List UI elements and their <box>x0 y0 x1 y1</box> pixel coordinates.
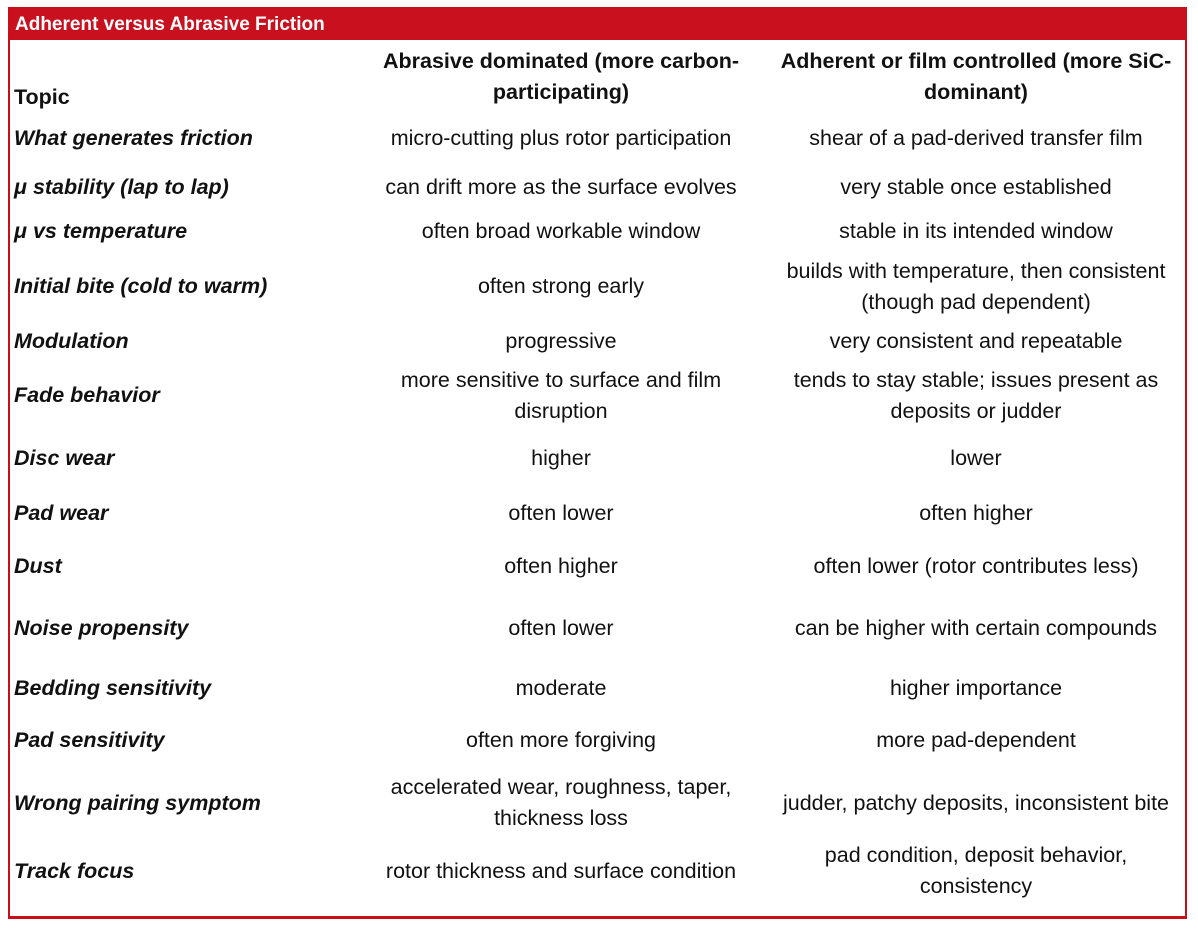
row-adherent-value: often lower (rotor contributes less) <box>813 554 1139 578</box>
row-abrasive-value: often lower <box>508 615 614 640</box>
row-adherent-value: very consistent and repeatable <box>829 328 1123 353</box>
row-topic: Bedding sensitivity <box>14 675 212 700</box>
table-row <box>10 211 1185 251</box>
row-topic: μ vs temperature <box>14 218 188 243</box>
row-adherent-value: judder, patchy deposits, inconsistent bite <box>782 790 1170 815</box>
row-adherent-value: lower <box>950 446 1002 470</box>
row-adherent-value: higher importance <box>889 675 1063 700</box>
row-topic: Modulation <box>14 328 129 353</box>
table-row <box>10 163 1185 211</box>
table-row <box>10 768 1185 838</box>
row-adherent-value: stable in its intended window <box>839 218 1113 243</box>
row-adherent-value: can be higher with certain compounds <box>794 615 1158 640</box>
row-topic: Track focus <box>14 858 135 883</box>
table-row <box>10 251 1185 322</box>
row-abrasive-value: progressive <box>505 328 617 353</box>
row-abrasive-value: accelerated wear, roughness, taper, thickness loss <box>390 775 732 830</box>
row-adherent-value: tends to stay stable; issues present as deposits or judder <box>793 367 1159 423</box>
table-row <box>10 486 1185 540</box>
table-row <box>10 713 1185 768</box>
table-row <box>10 322 1185 360</box>
row-abrasive-value: often strong early <box>477 274 645 298</box>
header-adherent: Adherent or film controlled (more SiC-dominant) <box>780 48 1172 104</box>
row-topic: Dust <box>14 554 62 578</box>
table-row <box>10 663 1185 713</box>
comparison-table <box>10 40 1185 904</box>
row-abrasive-value: often broad workable window <box>421 218 701 243</box>
row-abrasive-value: often more forgiving <box>465 728 656 752</box>
table-title: Adherent versus Abrasive Friction <box>10 9 1185 40</box>
row-topic: Wrong pairing symptom <box>14 790 261 815</box>
row-abrasive-value: rotor thickness and surface condition <box>385 858 737 883</box>
row-abrasive-value: can drift more as the surface evolves <box>385 174 737 199</box>
row-abrasive-value: often lower <box>508 500 614 525</box>
table-row <box>10 838 1185 904</box>
row-topic: Noise propensity <box>14 615 189 640</box>
comparison-table-frame <box>8 7 1187 919</box>
row-topic: Initial bite (cold to warm) <box>14 274 268 298</box>
header-row <box>10 40 1185 113</box>
row-topic: μ stability (lap to lap) <box>14 174 229 199</box>
table-row <box>10 113 1185 163</box>
header-abrasive: Abrasive dominated (more carbon-participating) <box>382 48 740 104</box>
row-adherent-value: often higher <box>919 500 1033 525</box>
row-topic: Fade behavior <box>14 383 160 407</box>
table-row <box>10 540 1185 593</box>
table-row <box>10 593 1185 663</box>
row-topic: Disc wear <box>14 446 115 470</box>
row-adherent-value: very stable once established <box>840 174 1112 199</box>
table-row <box>10 360 1185 431</box>
row-adherent-value: more pad-dependent <box>876 728 1076 752</box>
header-topic: Topic <box>14 85 70 109</box>
row-adherent-value: shear of a pad-derived transfer film <box>809 125 1143 150</box>
row-abrasive-value: more sensitive to surface and film disruption <box>400 367 722 423</box>
row-topic: What generates friction <box>14 125 253 150</box>
row-adherent-value: builds with temperature, then consistent (though pad dependent) <box>786 258 1166 314</box>
row-topic: Pad sensitivity <box>14 728 165 752</box>
row-abrasive-value: moderate <box>515 675 607 700</box>
row-abrasive-value: higher <box>531 446 591 470</box>
row-abrasive-value: micro-cutting plus rotor participation <box>390 125 732 150</box>
row-topic: Pad wear <box>14 500 109 525</box>
row-adherent-value: pad condition, deposit behavior, consistency <box>824 843 1128 898</box>
table-row <box>10 431 1185 486</box>
row-abrasive-value: often higher <box>504 554 618 578</box>
